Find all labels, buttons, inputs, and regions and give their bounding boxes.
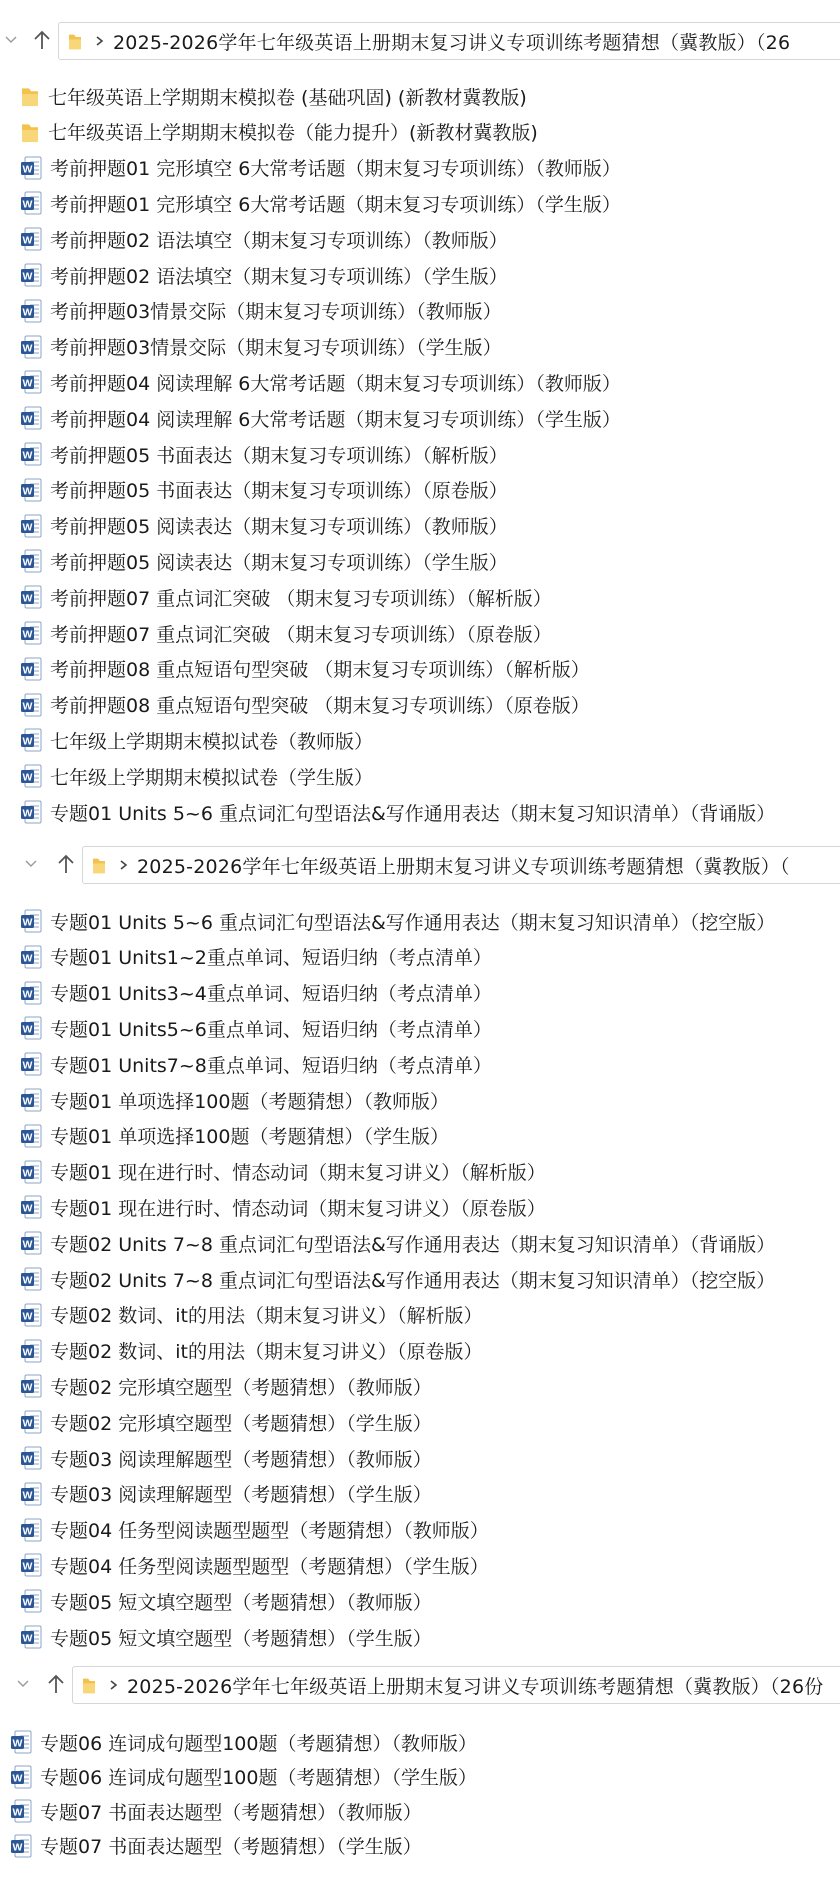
up-arrow-icon[interactable] (30, 28, 54, 52)
file-name: 专题02 完形填空题型（考题猜想）（学生版） (50, 1412, 432, 1435)
svg-text:W: W (12, 1806, 23, 1819)
file-name: 考前押题03情景交际（期末复习专项训练）（学生版） (50, 337, 502, 360)
file-name: 专题02 Units 7~8 重点词汇句型语法&写作通用表达（期末复习知识清单）（挖空版） (50, 1269, 776, 1292)
svg-text:W: W (22, 377, 33, 390)
word-doc-icon (20, 1052, 42, 1076)
file-row[interactable] (20, 1010, 492, 1046)
svg-text:W: W (22, 485, 33, 498)
folder-icon (67, 31, 83, 51)
file-name: 专题01 现在进行时、情态动词（期末复习讲义）（原卷版） (50, 1197, 546, 1220)
file-row[interactable] (20, 1583, 432, 1619)
word-doc-icon (20, 1124, 42, 1148)
word-doc-icon (10, 1730, 32, 1754)
file-row[interactable] (20, 1368, 432, 1404)
address-bar[interactable] (72, 1666, 840, 1704)
word-doc-icon (20, 156, 42, 180)
recent-locations-chevron-icon[interactable] (2, 31, 20, 49)
svg-text:W: W (22, 520, 33, 533)
svg-text:W: W (22, 628, 33, 641)
file-row[interactable] (10, 1759, 477, 1795)
address-bar-row (0, 20, 840, 60)
file-name: 七年级英语上学期期末模拟卷（能力提升）(新教材冀教版) (48, 122, 538, 145)
file-row[interactable] (20, 1476, 432, 1512)
file-name: 考前押题05 阅读表达（期末复习专项训练）（教师版） (50, 516, 508, 539)
svg-text:W: W (22, 1524, 33, 1537)
word-doc-icon (10, 1799, 32, 1823)
svg-text:W: W (22, 916, 33, 929)
file-name: 考前押题07 重点词汇突破 （期末复习专项训练）（原卷版） (50, 623, 552, 646)
word-doc-icon (20, 1589, 42, 1613)
word-doc-icon (20, 335, 42, 359)
word-doc-icon (20, 299, 42, 323)
file-row[interactable] (20, 903, 775, 939)
file-name: 专题06 连词成句题型100题（考题猜想）（教师版） (40, 1732, 477, 1755)
file-name: 专题01 现在进行时、情态动词（期末复习讲义）（解析版） (50, 1162, 546, 1185)
file-row[interactable] (20, 400, 621, 436)
breadcrumb-chevron-icon[interactable] (107, 1679, 119, 1691)
word-doc-icon (20, 1625, 42, 1649)
file-row[interactable] (20, 221, 508, 257)
breadcrumb-path[interactable]: 2025-2026学年七年级英语上册期末复习讲义专项训练考题猜想（冀教版）（26 (113, 31, 791, 54)
word-doc-icon (20, 514, 42, 538)
word-doc-icon (20, 478, 42, 502)
svg-text:W: W (22, 449, 33, 462)
svg-text:W: W (22, 592, 33, 605)
up-arrow-icon[interactable] (54, 852, 78, 876)
folder-row[interactable] (20, 114, 538, 150)
svg-text:W: W (22, 1310, 33, 1323)
word-doc-icon (20, 1446, 42, 1470)
svg-text:W: W (22, 1238, 33, 1251)
svg-text:W: W (22, 1345, 33, 1358)
svg-text:W: W (12, 1841, 23, 1854)
file-row[interactable] (10, 1793, 422, 1829)
word-doc-icon (20, 1374, 42, 1398)
file-name: 专题01 Units 5~6 重点词汇句型语法&写作通用表达（期末复习知识清单）（背诵版） (50, 802, 776, 825)
word-doc-icon (20, 909, 42, 933)
word-doc-icon (20, 693, 42, 717)
file-row[interactable] (20, 722, 373, 758)
word-doc-icon (20, 1267, 42, 1291)
file-row[interactable] (20, 472, 508, 508)
file-name: 考前押题01 完形填空 6大常考话题（期末复习专项训练）（教师版） (50, 158, 621, 181)
word-doc-icon (20, 1339, 42, 1363)
file-row[interactable] (20, 1261, 775, 1297)
file-row[interactable] (20, 975, 492, 1011)
file-name: 七年级上学期期末模拟试卷（教师版） (50, 730, 374, 753)
word-doc-icon (20, 657, 42, 681)
svg-text:W: W (22, 556, 33, 569)
breadcrumb-chevron-icon[interactable] (93, 35, 105, 47)
file-name: 考前押题05 书面表达（期末复习专项训练）（解析版） (50, 444, 508, 467)
word-doc-icon (20, 442, 42, 466)
svg-text:W: W (22, 1274, 33, 1287)
file-name: 专题04 任务型阅读题型题型（考题猜想）（学生版） (50, 1555, 489, 1578)
file-name: 专题07 书面表达题型（考题猜想）（学生版） (40, 1836, 422, 1859)
svg-text:W: W (22, 1023, 33, 1036)
file-name: 七年级上学期期末模拟试卷（学生版） (50, 766, 374, 789)
word-doc-icon (20, 1410, 42, 1434)
file-row[interactable] (20, 1118, 449, 1154)
svg-text:W: W (22, 1632, 33, 1645)
file-name: 专题01 Units7~8重点单词、短语归纳（考点清单） (50, 1054, 492, 1077)
file-name: 考前押题04 阅读理解 6大常考话题（期末复习专项训练）（教师版） (50, 372, 621, 395)
folder-row[interactable] (20, 78, 527, 114)
svg-text:W: W (22, 1131, 33, 1144)
file-name: 专题01 Units1~2重点单词、短语归纳（考点清单） (50, 947, 492, 970)
word-doc-icon (20, 764, 42, 788)
word-doc-icon (10, 1834, 32, 1858)
file-row[interactable] (10, 1724, 477, 1760)
file-row[interactable] (20, 651, 590, 687)
word-doc-icon (20, 1303, 42, 1327)
file-row[interactable] (20, 939, 492, 975)
file-name: 考前押题04 阅读理解 6大常考话题（期末复习专项训练）（学生版） (50, 408, 621, 431)
svg-text:W: W (22, 198, 33, 211)
file-row[interactable] (20, 794, 775, 830)
file-name: 专题02 Units 7~8 重点词汇句型语法&写作通用表达（期末复习知识清单）（背诵版） (50, 1233, 776, 1256)
file-name: 专题01 Units3~4重点单词、短语归纳（考点清单） (50, 983, 492, 1006)
file-row[interactable] (20, 1333, 482, 1369)
file-row[interactable] (20, 1225, 775, 1261)
folder-icon (91, 855, 107, 875)
word-doc-icon (20, 1553, 42, 1577)
file-name: 考前押题08 重点短语句型突破 （期末复习专项训练）（解析版） (50, 659, 590, 682)
breadcrumb-chevron-icon[interactable] (117, 859, 129, 871)
file-row[interactable] (20, 185, 621, 221)
file-name: 专题07 书面表达题型（考题猜想）（教师版） (40, 1801, 422, 1824)
file-row[interactable] (20, 508, 508, 544)
word-doc-icon (20, 800, 42, 824)
file-row[interactable] (10, 1828, 422, 1864)
file-row[interactable] (20, 1189, 546, 1225)
file-row[interactable] (20, 257, 508, 293)
svg-text:W: W (22, 952, 33, 965)
svg-text:W: W (22, 807, 33, 820)
file-name: 考前押题03情景交际（期末复习专项训练）（教师版） (50, 301, 502, 324)
address-bar-row (0, 1664, 840, 1704)
word-doc-icon (20, 621, 42, 645)
address-bar-row (0, 844, 840, 884)
file-name: 考前押题02 语法填空（期末复习专项训练）（教师版） (50, 229, 508, 252)
svg-text:W: W (22, 735, 33, 748)
svg-text:W: W (22, 1202, 33, 1215)
file-name: 考前押题07 重点词汇突破 （期末复习专项训练）（解析版） (50, 587, 552, 610)
svg-text:W: W (22, 1166, 33, 1179)
file-row[interactable] (20, 1512, 489, 1548)
file-row[interactable] (20, 1154, 546, 1190)
file-name: 专题01 Units 5~6 重点词汇句型语法&写作通用表达（期末复习知识清单）（挖空版） (50, 911, 776, 934)
svg-text:W: W (22, 1417, 33, 1430)
file-name: 专题05 短文填空题型（考题猜想）（学生版） (50, 1627, 432, 1650)
svg-text:W: W (22, 341, 33, 354)
recent-locations-chevron-icon[interactable] (14, 1675, 32, 1693)
file-row[interactable] (20, 687, 590, 723)
file-name: 专题02 数词、it的用法（期末复习讲义）（原卷版） (50, 1341, 483, 1364)
file-row[interactable] (20, 436, 508, 472)
svg-text:W: W (22, 234, 33, 247)
svg-text:W: W (22, 306, 33, 319)
file-name: 专题01 单项选择100题（考题猜想）（学生版） (50, 1126, 449, 1149)
svg-text:W: W (22, 1453, 33, 1466)
file-row[interactable] (20, 1547, 489, 1583)
word-doc-icon (20, 191, 42, 215)
svg-text:W: W (22, 1059, 33, 1072)
address-bar[interactable] (82, 846, 840, 884)
word-doc-icon (20, 1088, 42, 1112)
file-name: 考前押题08 重点短语句型突破 （期末复习专项训练）（原卷版） (50, 695, 590, 718)
file-row[interactable] (20, 293, 502, 329)
file-row[interactable] (20, 543, 508, 579)
file-name: 考前押题05 书面表达（期末复习专项训练）（原卷版） (50, 480, 508, 503)
file-row[interactable] (20, 1082, 449, 1118)
word-doc-icon (20, 981, 42, 1005)
svg-text:W: W (22, 1560, 33, 1573)
file-row[interactable] (20, 758, 373, 794)
file-row[interactable] (20, 329, 502, 365)
file-name: 专题02 完形填空题型（考题猜想）（教师版） (50, 1376, 432, 1399)
file-row[interactable] (20, 579, 552, 615)
word-doc-icon (20, 1016, 42, 1040)
word-doc-icon (20, 1195, 42, 1219)
folder-icon (20, 84, 40, 108)
recent-locations-chevron-icon[interactable] (22, 855, 40, 873)
up-arrow-icon[interactable] (44, 1672, 68, 1696)
breadcrumb-path[interactable]: 2025-2026学年七年级英语上册期末复习讲义专项训练考题猜想（冀教版）（26份 (127, 1675, 824, 1698)
svg-text:W: W (22, 699, 33, 712)
file-name: 专题03 阅读理解题型（考题猜想）（学生版） (50, 1484, 432, 1507)
svg-text:W: W (22, 1381, 33, 1394)
file-name: 考前押题01 完形填空 6大常考话题（期末复习专项训练）（学生版） (50, 193, 621, 216)
word-doc-icon (20, 1231, 42, 1255)
file-row[interactable] (20, 364, 621, 400)
file-row[interactable] (20, 1440, 432, 1476)
file-row[interactable] (20, 1619, 432, 1655)
file-name: 专题04 任务型阅读题型题型（考题猜想）（教师版） (50, 1520, 489, 1543)
word-doc-icon (20, 1482, 42, 1506)
file-name: 考前押题02 语法填空（期末复习专项训练）（学生版） (50, 265, 508, 288)
breadcrumb-path[interactable]: 2025-2026学年七年级英语上册期末复习讲义专项训练考题猜想（冀教版）（ (137, 855, 790, 878)
file-row[interactable] (20, 1297, 482, 1333)
file-row[interactable] (20, 150, 621, 186)
folder-icon (20, 120, 40, 144)
word-doc-icon (20, 370, 42, 394)
word-doc-icon (20, 1518, 42, 1542)
file-row[interactable] (20, 1046, 492, 1082)
svg-text:W: W (22, 413, 33, 426)
word-doc-icon (20, 585, 42, 609)
svg-text:W: W (22, 162, 33, 175)
word-doc-icon (20, 945, 42, 969)
file-name: 专题05 短文填空题型（考题猜想）（教师版） (50, 1591, 432, 1614)
file-row[interactable] (20, 1404, 432, 1440)
file-name: 专题01 单项选择100题（考题猜想）（教师版） (50, 1090, 449, 1113)
file-name: 专题01 Units5~6重点单词、短语归纳（考点清单） (50, 1018, 492, 1041)
svg-text:W: W (22, 987, 33, 1000)
word-doc-icon (20, 263, 42, 287)
file-name: 专题03 阅读理解题型（考题猜想）（教师版） (50, 1448, 432, 1471)
svg-text:W: W (22, 664, 33, 677)
svg-text:W: W (12, 1737, 23, 1750)
word-doc-icon (20, 728, 42, 752)
svg-text:W: W (22, 771, 33, 784)
folder-icon (81, 1675, 97, 1695)
word-doc-icon (20, 549, 42, 573)
file-name: 专题06 连词成句题型100题（考题猜想）（学生版） (40, 1767, 477, 1790)
file-name: 考前押题05 阅读表达（期末复习专项训练）（学生版） (50, 551, 508, 574)
file-name: 七年级英语上学期期末模拟卷 (基础巩固) (新教材冀教版) (48, 86, 527, 109)
svg-text:W: W (22, 1596, 33, 1609)
word-doc-icon (10, 1765, 32, 1789)
address-bar[interactable] (58, 22, 840, 60)
word-doc-icon (20, 406, 42, 430)
svg-text:W: W (22, 1095, 33, 1108)
word-doc-icon (20, 227, 42, 251)
svg-text:W: W (22, 270, 33, 283)
word-doc-icon (20, 1160, 42, 1184)
file-row[interactable] (20, 615, 552, 651)
svg-text:W: W (22, 1489, 33, 1502)
svg-text:W: W (12, 1771, 23, 1784)
file-name: 专题02 数词、it的用法（期末复习讲义）（解析版） (50, 1305, 483, 1328)
